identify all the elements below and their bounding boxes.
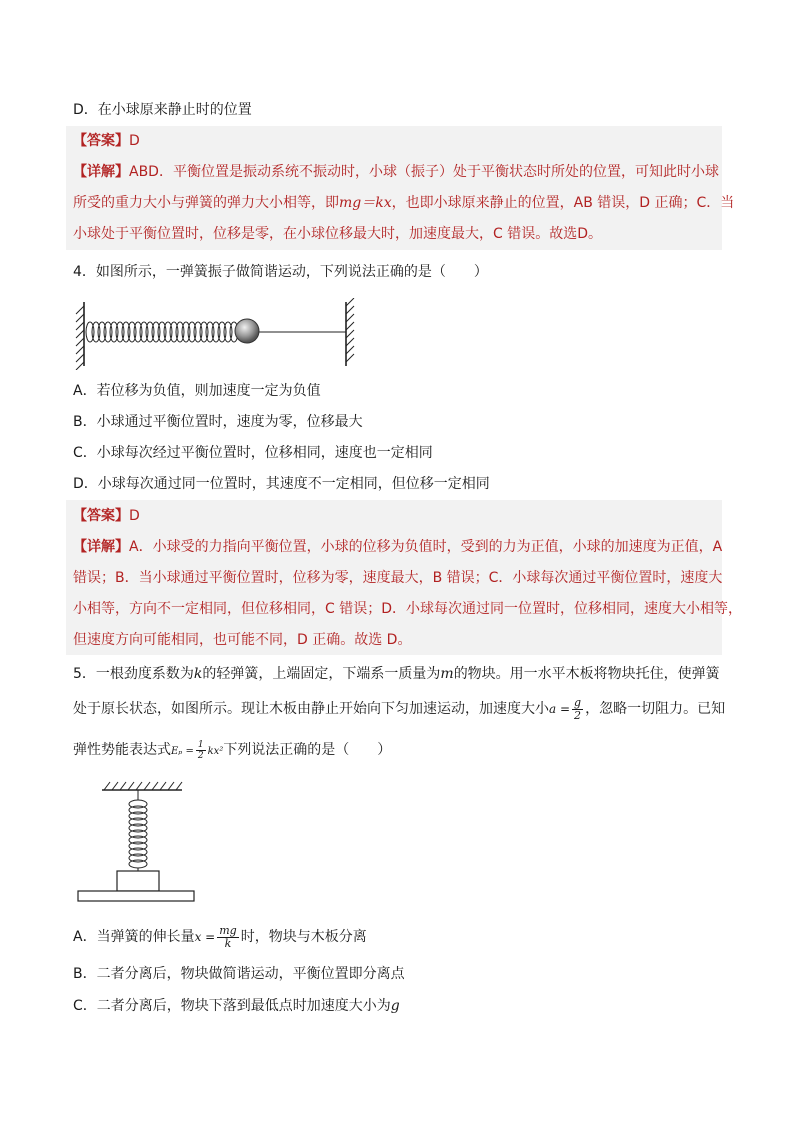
q4-detail-line-3: 小相等，方向不一定相同，但位移相同，C 错误；D．小球每次通过同一位置时，位移相同，速度大小相等， (73, 601, 743, 617)
q5-option-a-lhs: x = (194, 930, 216, 944)
q5-k: k (193, 666, 203, 682)
q4-answer-line (73, 506, 140, 526)
q5-m: m (440, 666, 454, 682)
q5-accel-fraction (572, 697, 583, 722)
q3-detail-tag: 【详解】 (73, 164, 129, 180)
q3-option-d: D．在小球原来静止时的位置 (73, 102, 252, 118)
q5-option-a-den: k (224, 936, 232, 950)
q5-hanging-spring-figure (74, 778, 198, 906)
q5-stem-line-2 (73, 696, 725, 722)
q5-l2-a: 处于原长状态，如图所示。现让木板由静止开始向下匀加速运动，加速度大小 (73, 701, 549, 717)
q3-answer-line (73, 131, 140, 151)
q4-detail-line-1 (73, 537, 722, 557)
q5-option-c-text: C．二者分离后，物块下落到最低点时加速度大小为 (73, 998, 391, 1014)
q3-detail-text-2a: 所受的重力大小与弹簧的弹力大小相等，即 (73, 195, 339, 211)
q5-stem-line-1 (73, 664, 720, 684)
q5-l2-b: ，忽略一切阻力。已知 (585, 701, 726, 717)
q4-spring-oscillator-figure (70, 298, 360, 370)
q3-detail-line-2 (73, 193, 734, 213)
q5-accel-lhs: a = (549, 702, 571, 716)
q5-ep-den: 2 (197, 750, 204, 761)
q5-option-a-text-b: 时，物块与木板分离 (240, 929, 367, 945)
q4-option-b: B．小球通过平衡位置时，速度为零，位移最大 (73, 414, 363, 430)
q4-detail-text-1: A．小球受的力指向平衡位置，小球的位移为负值时，受到的力为正值，小球的加速度为正值，A (129, 539, 723, 555)
q5-option-a-num: mg (219, 923, 237, 937)
q5-ep-lhs: Eₚ = (171, 746, 194, 757)
q5-l3-a: 弹性势能表达式 (73, 742, 171, 758)
q5-accel-num: g (574, 695, 582, 709)
q5-ep-rhs: kx² (207, 746, 224, 757)
q3-detail-line-1 (73, 162, 719, 182)
q4-option-a: A．若位移为负值，则加速度一定为负值 (73, 383, 321, 399)
q4-answer-value: D (129, 508, 140, 524)
q5-l1-a: 5．一根劲度系数为 (73, 666, 194, 682)
q4-option-d: D．小球每次通过同一位置时，其速度不一定相同，但位移一定相同 (73, 476, 490, 492)
q5-ep-fraction (196, 740, 206, 761)
q5-option-a-fraction (217, 925, 238, 950)
q5-option-b: B．二者分离后，物块做简谐运动，平衡位置即分离点 (73, 966, 405, 982)
q5-accel-den: 2 (574, 708, 582, 722)
q4-detail-tag: 【详解】 (73, 539, 129, 555)
q5-l3-b: 下列说法正确的是（ ） (223, 742, 392, 758)
q5-stem-line-3 (73, 738, 391, 764)
q3-detail-line-3: 小球处于平衡位置时，位移是零，在小球位移最大时，加速度最大，C 错误。故选D。 (73, 226, 603, 242)
q4-answer-tag: 【答案】 (73, 508, 129, 524)
q3-detail-text-2b: ，也即小球原来静止的位置，AB 错误，D 正确；C．当 (391, 195, 735, 211)
q3-answer-value: D (129, 133, 140, 149)
q4-detail-line-4: 但速度方向可能相同，也可能不同，D 正确。故选 D。 (73, 632, 412, 648)
q5-option-a-text-a: A．当弹簧的伸长量 (73, 929, 195, 945)
q3-answer-tag: 【答案】 (73, 133, 129, 149)
q5-ep-num: 1 (197, 739, 204, 750)
q3-detail-formula: mg＝kx (339, 195, 392, 211)
q5-option-c-g: g (390, 998, 400, 1014)
q4-option-c: C．小球每次经过平衡位置时，位移相同，速度也一定相同 (73, 445, 433, 461)
q3-detail-text-1: ABD．平衡位置是振动系统不振动时，小球（振子）处于平衡状态时所处的位置，可知此时小球 (129, 164, 719, 180)
q5-l1-b: 的轻弹簧，上端固定，下端系一质量为 (202, 666, 441, 682)
q4-stem: 4．如图所示，一弹簧振子做简谐运动，下列说法正确的是（ ） (73, 264, 488, 280)
q5-option-c (73, 996, 400, 1016)
q5-option-a (73, 924, 367, 950)
q4-detail-line-2: 错误；B．当小球通过平衡位置时，位移为零，速度最大，B 错误；C．小球每次通过平衡位置时，速度大 (73, 570, 723, 586)
q5-l1-c: 的物块。用一水平木板将物块托住，使弹簧 (453, 666, 720, 682)
